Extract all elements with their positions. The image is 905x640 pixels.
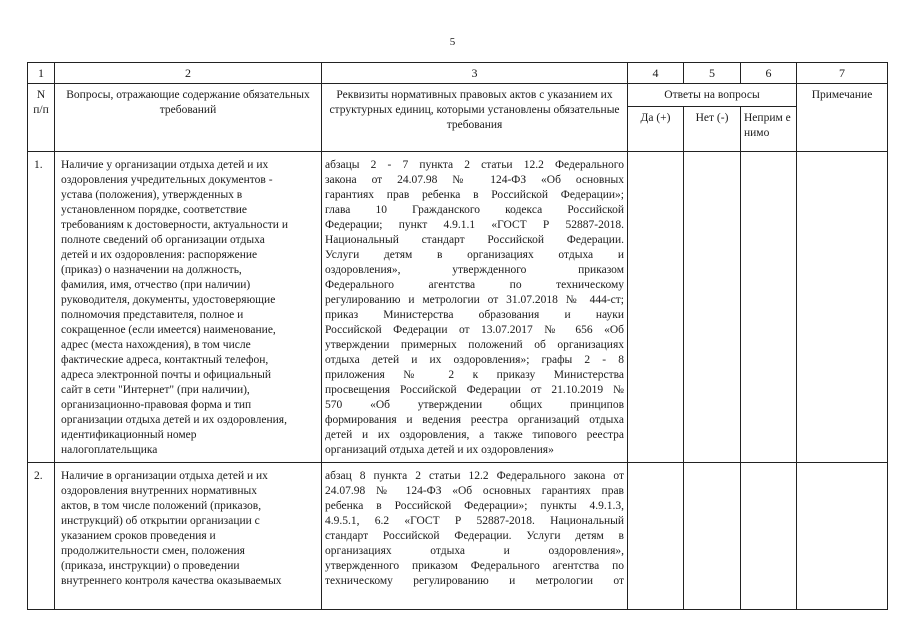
requisite-line: гарантиях прав ребенка в Российской Федерации»; xyxy=(325,189,624,201)
requisite-line: 24.07.98 № 124-ФЗ «Об основных гарантиях прав xyxy=(325,485,624,497)
requisite-line: Федерального агентства по техническому xyxy=(325,279,624,291)
requirements-table xyxy=(27,62,888,610)
question-line: Наличие в организации отдыха детей и их xyxy=(61,470,268,482)
question-line: адреса электронной почты и официальный xyxy=(61,369,272,381)
question-line: установленном порядке, соответствие xyxy=(61,204,248,216)
requisite-line: стандарт Российской Федерации. Услуги детям в xyxy=(325,530,624,542)
col-number-cell: 7 xyxy=(797,63,888,84)
column-number-row xyxy=(28,63,888,84)
question-line: фамилия, имя, отчество (при наличии) xyxy=(61,279,251,291)
header-yes: Да (+) xyxy=(628,107,684,152)
requisite-line: утвержденного приказом Федерального агентства по xyxy=(325,560,624,572)
col-number-cell: 1 xyxy=(28,63,55,84)
question-line: оздоровления внутренних нормативных xyxy=(61,485,257,497)
requisite-line: отдыха детей и их оздоровления»; графы 2 - 8 xyxy=(325,354,624,366)
requisite-line: Национальный стандарт Российской Федерации. xyxy=(325,234,624,246)
requisite-line: регулированию и метрологии от 31.07.2018 № 444-ст; xyxy=(325,294,624,306)
row-number: 2. xyxy=(28,463,55,610)
header-answers: Ответы на вопросы xyxy=(628,84,797,107)
question-line: налогоплательщика xyxy=(61,444,158,456)
requisite-line: абзацы 2 - 7 пункта 2 статьи 12.2 Федерального xyxy=(325,159,624,171)
question-line: инструкций) об открытии организации с xyxy=(61,515,260,527)
requisite-line: формирования и ведения реестра организаций отдыха xyxy=(325,414,624,426)
header-notes: Примечание xyxy=(797,84,888,152)
question-line: внутреннего контроля качества оказываемых xyxy=(61,575,282,587)
requisite-line: Российской Федерации от 13.07.2017 № 656 «Об xyxy=(325,324,624,336)
table-row xyxy=(28,152,888,463)
requisite-line: 4.9.5.1, 6.2 «ГОСТ Р 52887-2018. Национальный xyxy=(325,515,624,527)
header-row-top xyxy=(28,84,888,107)
table-row xyxy=(28,463,888,610)
question-line: Наличие у организации отдыха детей и их xyxy=(61,159,269,171)
col-number-cell: 6 xyxy=(741,63,797,84)
question-line: полноте сведений об организации отдыха xyxy=(61,234,265,246)
requisite-line: детей и их оздоровления, а также типового реестра xyxy=(325,429,624,441)
requisite-line: утверждении примерных положений об организациях xyxy=(325,339,624,351)
requisite-line: организациях отдыха и оздоровления», xyxy=(325,545,624,557)
requisite-line: закона от 24.07.98 № 124-ФЗ «Об основных xyxy=(325,174,624,186)
question-line: руководителя, документы, удостоверяющие xyxy=(61,294,276,306)
requisite-line: приказ Министерства образования и науки xyxy=(325,309,624,321)
answer-na-cell[interactable] xyxy=(741,463,797,610)
requisite-line: приложения № 2 к приказу Министерства xyxy=(325,369,624,381)
question-line: устава (положения), утвержденных в xyxy=(61,189,243,201)
question-line: оздоровления учредительных документов - xyxy=(61,174,273,186)
question-line: (приказ) о назначении на должность, xyxy=(61,264,242,276)
requisites-cell xyxy=(322,152,628,463)
requisite-line: просвещения Российской Федерации от 21.10.2019 № xyxy=(325,384,624,396)
requisite-line: Федерации; пункт 4.9.1.1 «ГОСТ Р 52887-2018. xyxy=(325,219,624,231)
question-line: (приказа, инструкции) о проведении xyxy=(61,560,240,572)
question-line: требованиям к достоверности, актуальности и xyxy=(61,219,288,231)
question-line: организационно-правовая форма и тип xyxy=(61,399,252,411)
question-line: адрес (места нахождения), в том числе xyxy=(61,339,251,351)
question-cell xyxy=(55,463,322,610)
requisite-line: ребенка в Российской Федерации»; пункты 4.9.1.3, xyxy=(325,500,624,512)
header-requisites: Реквизиты нормативных правовых актов с указанием их структурных единиц, которыми установлены обязательные требования xyxy=(322,84,628,152)
question-line: сайт в сети "Интернет" (при наличии), xyxy=(61,384,250,396)
question-line: актов, в том числе положений (приказов, xyxy=(61,500,262,512)
answer-yes-cell[interactable] xyxy=(628,463,684,610)
requisite-line: оздоровления», утвержденного приказом xyxy=(325,264,624,276)
col-number-cell: 4 xyxy=(628,63,684,84)
requisite-line: техническому регулированию и метрологии от xyxy=(325,575,624,587)
answer-yes-cell[interactable] xyxy=(628,152,684,463)
note-cell[interactable] xyxy=(797,463,888,610)
header-num: N п/п xyxy=(28,84,55,152)
col-number-cell: 2 xyxy=(55,63,322,84)
question-line: фактические адреса, контактный телефон, xyxy=(61,354,269,366)
answer-no-cell[interactable] xyxy=(684,152,741,463)
question-line: продолжительности смен, положения xyxy=(61,545,245,557)
question-line: полномочия представителя, полное и xyxy=(61,309,244,321)
requisite-line: 570 «Об утверждении общих принципов xyxy=(325,399,624,411)
question-line: идентификационный номер xyxy=(61,429,197,441)
answer-no-cell[interactable] xyxy=(684,463,741,610)
question-cell xyxy=(55,152,322,463)
col-number-cell: 3 xyxy=(322,63,628,84)
requisite-line: организаций отдыха детей и их оздоровления» xyxy=(325,444,554,456)
header-no: Нет (-) xyxy=(684,107,741,152)
page-number: 5 xyxy=(449,36,456,48)
requisite-line: абзац 8 пункта 2 статьи 12.2 Федерального закона от xyxy=(325,470,624,482)
requisite-line: глава 10 Гражданского кодекса Российской xyxy=(325,204,624,216)
header-questions: Вопросы, отражающие содержание обязательных требований xyxy=(55,84,322,152)
requisite-line: Услуги детям в организациях отдыха и xyxy=(325,249,624,261)
question-line: детей и их оздоровления: распоряжение xyxy=(61,249,258,261)
col-number-cell: 5 xyxy=(684,63,741,84)
requisites-cell xyxy=(322,463,628,610)
note-cell[interactable] xyxy=(797,152,888,463)
answer-na-cell[interactable] xyxy=(741,152,797,463)
question-line: указанием сроков проведения и xyxy=(61,530,216,542)
header-na: Неприм енимо xyxy=(741,107,797,152)
question-line: сокращенное (если имеется) наименование, xyxy=(61,324,276,336)
question-line: организации отдыха детей и их оздоровления, xyxy=(61,414,287,426)
row-number: 1. xyxy=(28,152,55,463)
